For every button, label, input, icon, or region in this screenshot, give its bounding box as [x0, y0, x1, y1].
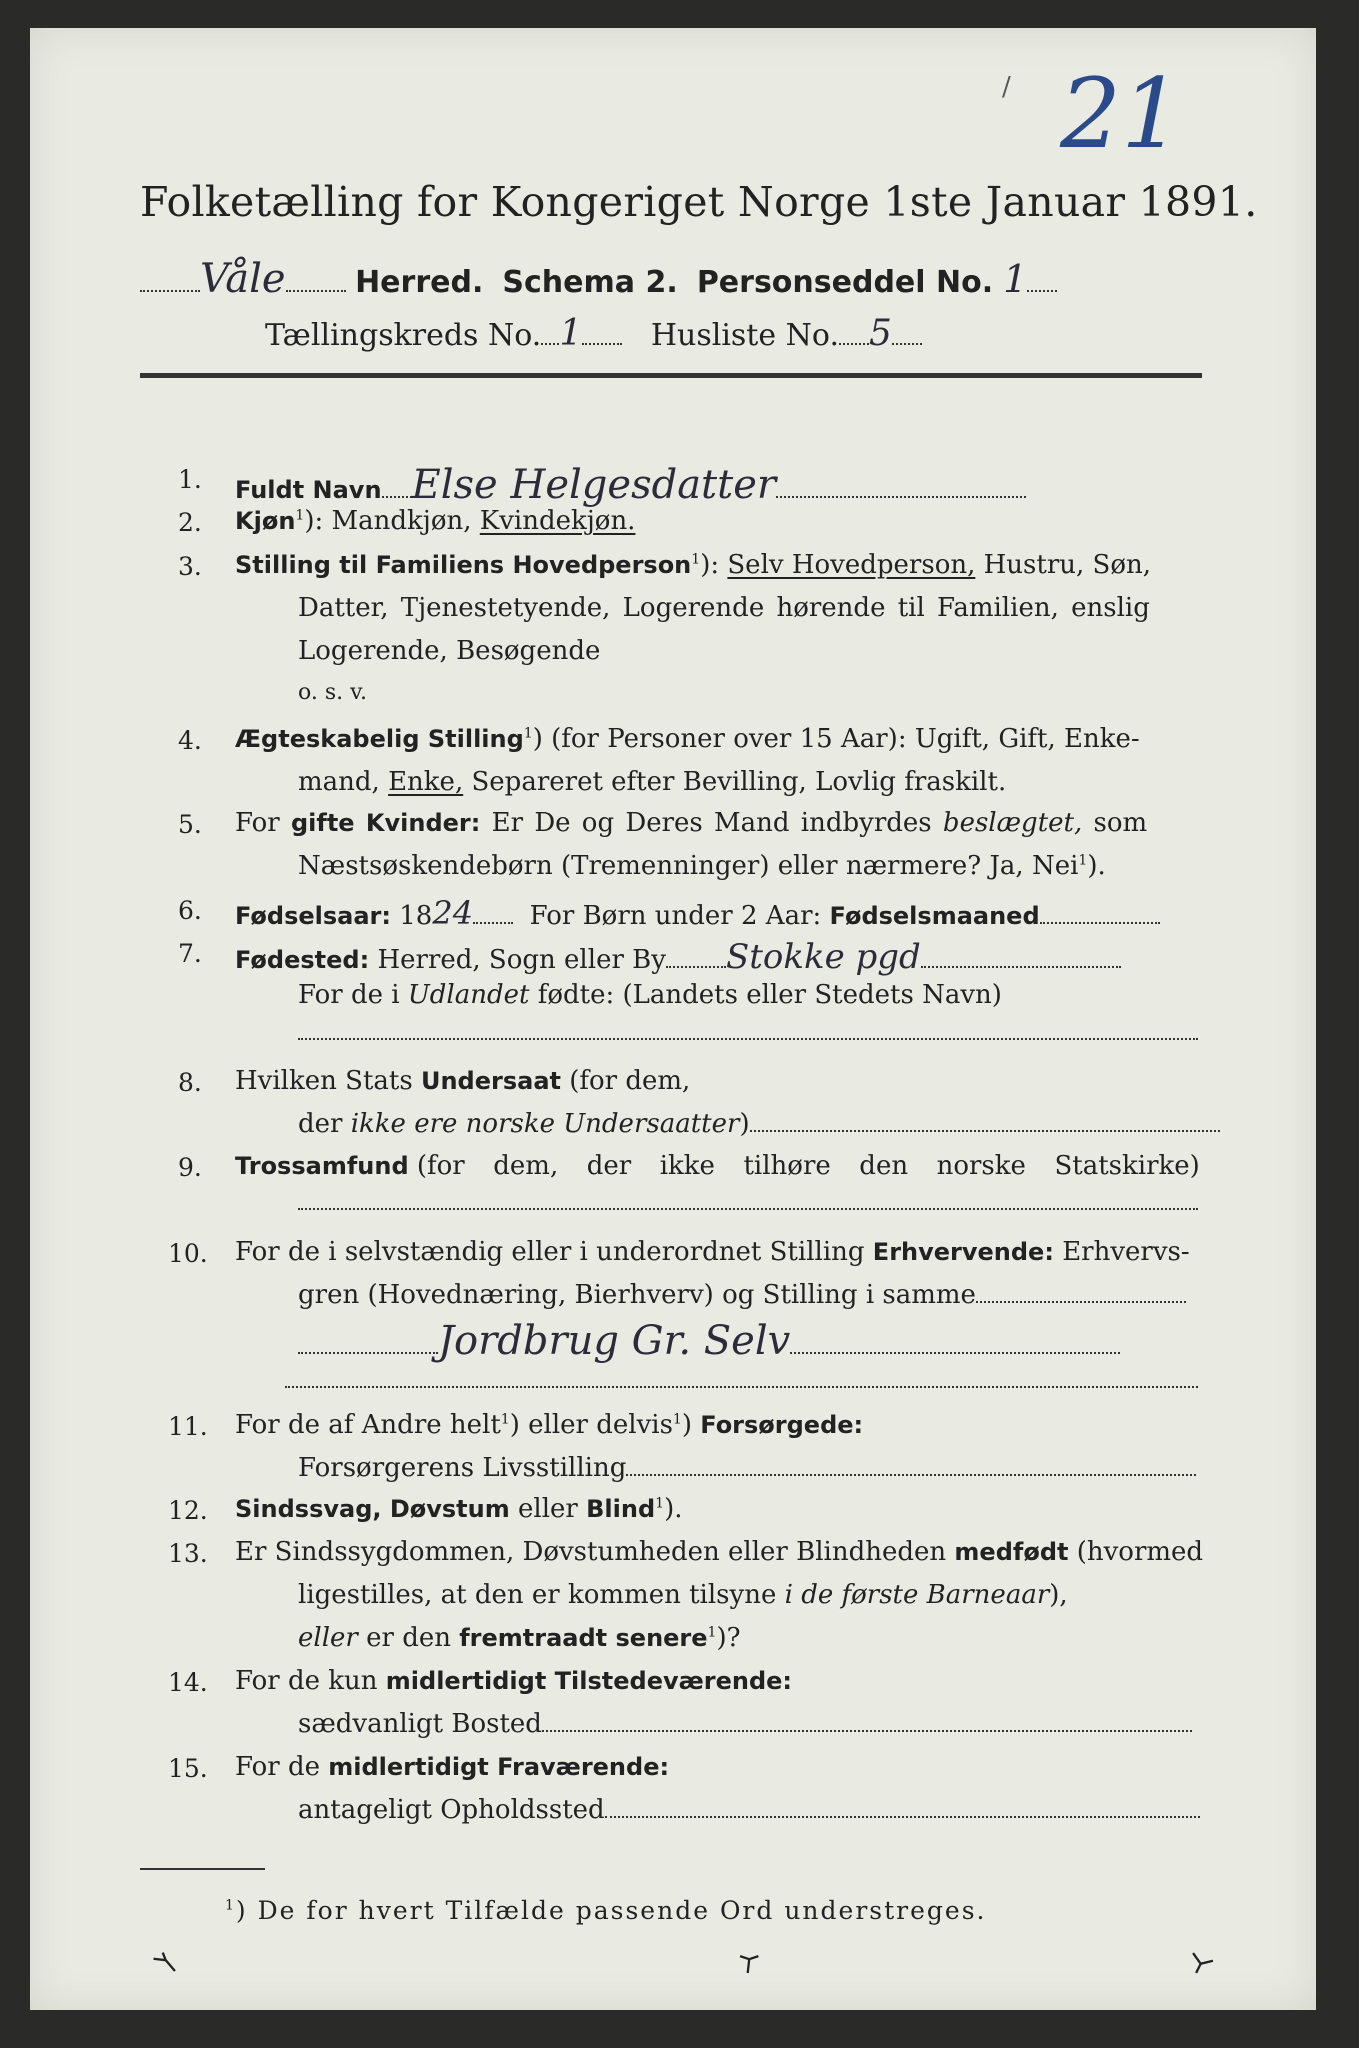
q3-rest1: Hustru, Søn,: [983, 550, 1152, 580]
q13-italic: i de første Barneaar: [784, 1580, 1050, 1610]
archive-number: 21: [1060, 58, 1183, 170]
q4-row: [235, 724, 1140, 754]
q10-number: 10.: [168, 1239, 208, 1268]
q12-number: 12.: [168, 1496, 208, 1525]
q7-blank-line: [298, 1038, 1198, 1040]
q4-line2a: mand,: [298, 767, 380, 797]
q11-sup2: 1: [672, 1411, 682, 1428]
q12-label: Sindssvag, Døvstum: [235, 1495, 510, 1523]
q5-label: gifte Kvinder:: [290, 809, 481, 837]
q11-label: Forsørgede:: [700, 1411, 864, 1439]
herred-label: Herred.: [355, 265, 484, 300]
q4-label: Ægteskabelig Stilling: [235, 725, 524, 753]
registration-mark-left: [152, 1948, 178, 1974]
q12-label2: Blind: [586, 1495, 656, 1523]
q8-number: 8.: [178, 1068, 202, 1097]
stray-mark: /: [1002, 72, 1011, 102]
q3-colon: ):: [700, 550, 720, 580]
q8-line2a: der: [298, 1109, 343, 1139]
q15-pre: For de: [235, 1752, 320, 1782]
q13-label: medfødt: [954, 1538, 1069, 1566]
q6-number: 6.: [178, 896, 202, 925]
q8-line2b: ): [739, 1109, 750, 1139]
footnote-text: ) De for hvert Tilfælde passende Ord understreges.: [235, 1896, 987, 1925]
q2-sup: 1: [295, 507, 305, 524]
taellingskreds-value: 1: [559, 313, 583, 354]
q13-line3b: )?: [716, 1623, 741, 1653]
q6-rest: For Børn under 2 Aar:: [529, 901, 822, 931]
schema-label: Schema 2.: [502, 265, 678, 300]
q5-rest1a: Er De og Deres Mand indbyrdes: [491, 808, 932, 838]
herred-row: [140, 256, 1057, 302]
q15-line2: [298, 1795, 1200, 1825]
q7-line2: [298, 980, 1002, 1010]
q12-row: [235, 1494, 682, 1524]
q11-number: 11.: [168, 1412, 208, 1441]
q7-row: [235, 937, 1121, 977]
herred-value: Våle: [200, 256, 286, 302]
q12-mid: eller: [518, 1494, 578, 1524]
q13-line3a: er den: [366, 1623, 451, 1653]
q1-label: Fuldt Navn: [235, 476, 382, 504]
q3-row: [235, 550, 1151, 580]
q5-pre: For: [235, 808, 280, 838]
q11-line2: [298, 1453, 1196, 1483]
q15-line2-text: antageligt Opholdssted: [298, 1795, 605, 1825]
q8-row: [235, 1066, 690, 1096]
q7-line2a: For de i: [298, 980, 400, 1010]
q6-answer: 24: [432, 894, 474, 932]
q4-line2b: Separeret efter Bevilling, Lovlig fraskilt.: [471, 767, 1007, 797]
q4-number: 4.: [178, 726, 202, 755]
q13-line2: [298, 1580, 1068, 1610]
q4-rest1: ) (for Personer over 15 Aar): Ugift, Gift, Enke-: [532, 724, 1140, 754]
q2-rest: ): Mandkjøn,: [304, 506, 472, 536]
q12-end: ).: [664, 1494, 683, 1524]
q8-pre: Hvilken Stats: [235, 1066, 413, 1096]
footnote-rule: [140, 1868, 265, 1870]
q5-row: [235, 808, 1147, 838]
q8-rest: (for dem,: [569, 1066, 691, 1096]
header-rule: [140, 373, 1202, 378]
husliste-label: Husliste No.: [650, 318, 839, 353]
taellingskreds-label: Tællingskreds No.: [265, 318, 542, 353]
q10-row: [235, 1237, 1190, 1267]
q8-line2: [298, 1109, 1220, 1139]
q3-line3: Logerende, Besøgende: [298, 636, 601, 666]
q9-blank-line: [298, 1208, 1198, 1210]
q13-label2: fremtraadt senere: [459, 1624, 708, 1652]
q6-label: Fødselsaar:: [235, 902, 391, 930]
q1-number: 1.: [178, 465, 202, 494]
q14-number: 14.: [168, 1668, 208, 1697]
q14-row: [235, 1666, 792, 1696]
q9-number: 9.: [178, 1153, 202, 1182]
q11-mid2: ): [681, 1410, 692, 1440]
q10-rest: Erhvervs-: [1062, 1237, 1190, 1267]
q7-italic: Udlandet: [407, 980, 530, 1010]
q10-blank-line: [285, 1386, 1198, 1388]
q14-pre: For de kun: [235, 1666, 378, 1696]
q3-underlined: Selv Hovedperson,: [727, 550, 976, 580]
q5-rest1b: som: [1093, 808, 1148, 838]
q13-pre: Er Sindssygdommen, Døvstumheden eller Blindheden: [235, 1537, 947, 1567]
q9-row: [235, 1151, 1200, 1181]
q13-rest: (hvormed: [1076, 1537, 1204, 1567]
q3-line4: o. s. v.: [298, 680, 367, 705]
census-form-page: [30, 28, 1316, 2010]
q2-row: [235, 506, 635, 536]
q12-sup: 1: [655, 1495, 665, 1512]
q15-label: midlertidigt Fraværende:: [328, 1753, 670, 1781]
footnote: [225, 1896, 986, 1925]
q7-rest: Herred, Sogn eller By: [377, 945, 666, 975]
q11-line2-text: Forsørgerens Livsstilling: [298, 1453, 627, 1483]
q2-label: Kjøn: [235, 507, 296, 535]
q4-line2: [298, 767, 1006, 797]
q15-row: [235, 1752, 669, 1782]
q3-sup: 1: [691, 551, 701, 568]
q7-answer: Stokke pgd: [725, 937, 921, 977]
q3-number: 3.: [178, 552, 202, 581]
q7-number: 7.: [178, 939, 202, 968]
registration-mark-center: [737, 1950, 763, 1976]
q14-line2-text: sædvanligt Bosted: [298, 1709, 542, 1739]
q14-line2: [298, 1709, 1192, 1739]
q13-italic2: eller: [298, 1623, 358, 1653]
personseddel-value: 1: [1003, 257, 1028, 301]
q1-answer: Else Helgesdatter: [411, 462, 776, 508]
q13-number: 13.: [168, 1539, 208, 1568]
q13-sup: 1: [707, 1624, 717, 1641]
q5-number: 5.: [178, 810, 202, 839]
q3-line2: Datter, Tjenestetyende, Logerende hørende til Familien, enslig: [298, 593, 1150, 623]
q10-answer-row: [298, 1318, 1120, 1364]
q2-underlined: Kvindekjøn.: [479, 506, 636, 536]
q13-row: [235, 1537, 1203, 1567]
q4-underlined: Enke,: [388, 767, 464, 797]
q13-line2a: ligestilles, at den er kommen tilsyne: [298, 1580, 777, 1610]
q8-italic: ikke ere norske Undersaatter: [350, 1109, 740, 1139]
q6-label2: Fødselsmaaned: [829, 902, 1040, 930]
form-title: Folketælling for Kongeriget Norge 1ste Januar 1891.: [140, 178, 1258, 226]
q10-pre: For de i selvstændig eller i underordnet Stilling: [235, 1237, 865, 1267]
husliste-value: 5: [868, 313, 892, 354]
q10-answer: Jordbrug Gr. Selv: [438, 1318, 791, 1364]
q11-sup: 1: [500, 1411, 510, 1428]
q4-sup: 1: [523, 725, 533, 742]
q2-number: 2.: [178, 508, 202, 537]
q6-printed-year: 18: [399, 901, 433, 931]
q5-italic: beslægtet,: [942, 808, 1083, 838]
q13-line2b: ),: [1049, 1580, 1068, 1610]
q14-label: midlertidigt Tilstedeværende:: [385, 1667, 793, 1695]
q9-label: Trossamfund: [235, 1152, 409, 1180]
personseddel-label: Personseddel No.: [696, 265, 994, 300]
q3-label: Stilling til Familiens Hovedperson: [235, 551, 692, 579]
q7-line2b: fødte: (Landets eller Stedets Navn): [537, 980, 1002, 1010]
q11-pre: For de af Andre helt: [235, 1410, 501, 1440]
q10-label: Erhvervende:: [872, 1238, 1054, 1266]
q13-line3: [298, 1623, 741, 1653]
q5-line2: [298, 851, 1106, 881]
q11-mid: ) eller delvis: [509, 1410, 673, 1440]
registration-mark-right: [1190, 1950, 1216, 1976]
q7-label: Fødested:: [235, 946, 370, 974]
q8-label: Undersaat: [420, 1067, 561, 1095]
q6-row: [235, 894, 1160, 932]
q15-number: 15.: [168, 1754, 208, 1783]
q9-rest: (for dem, der ikke tilhøre den norske Statskirke): [416, 1151, 1200, 1181]
q5-line2end: ).: [1087, 851, 1106, 881]
footnote-sup: 1: [225, 1897, 236, 1914]
q5-sup: 1: [1078, 852, 1088, 869]
q10-line2-text: gren (Hovednæring, Bierhverv) og Stilling i samme: [298, 1280, 976, 1310]
q1-row: [235, 462, 1026, 508]
q5-line2-text: Næstsøskendebørn (Tremenninger) eller nærmere? Ja, Nei: [298, 851, 1079, 881]
q10-line2: [298, 1280, 1186, 1310]
taellingskreds-row: [265, 313, 922, 354]
q11-row: [235, 1410, 863, 1440]
